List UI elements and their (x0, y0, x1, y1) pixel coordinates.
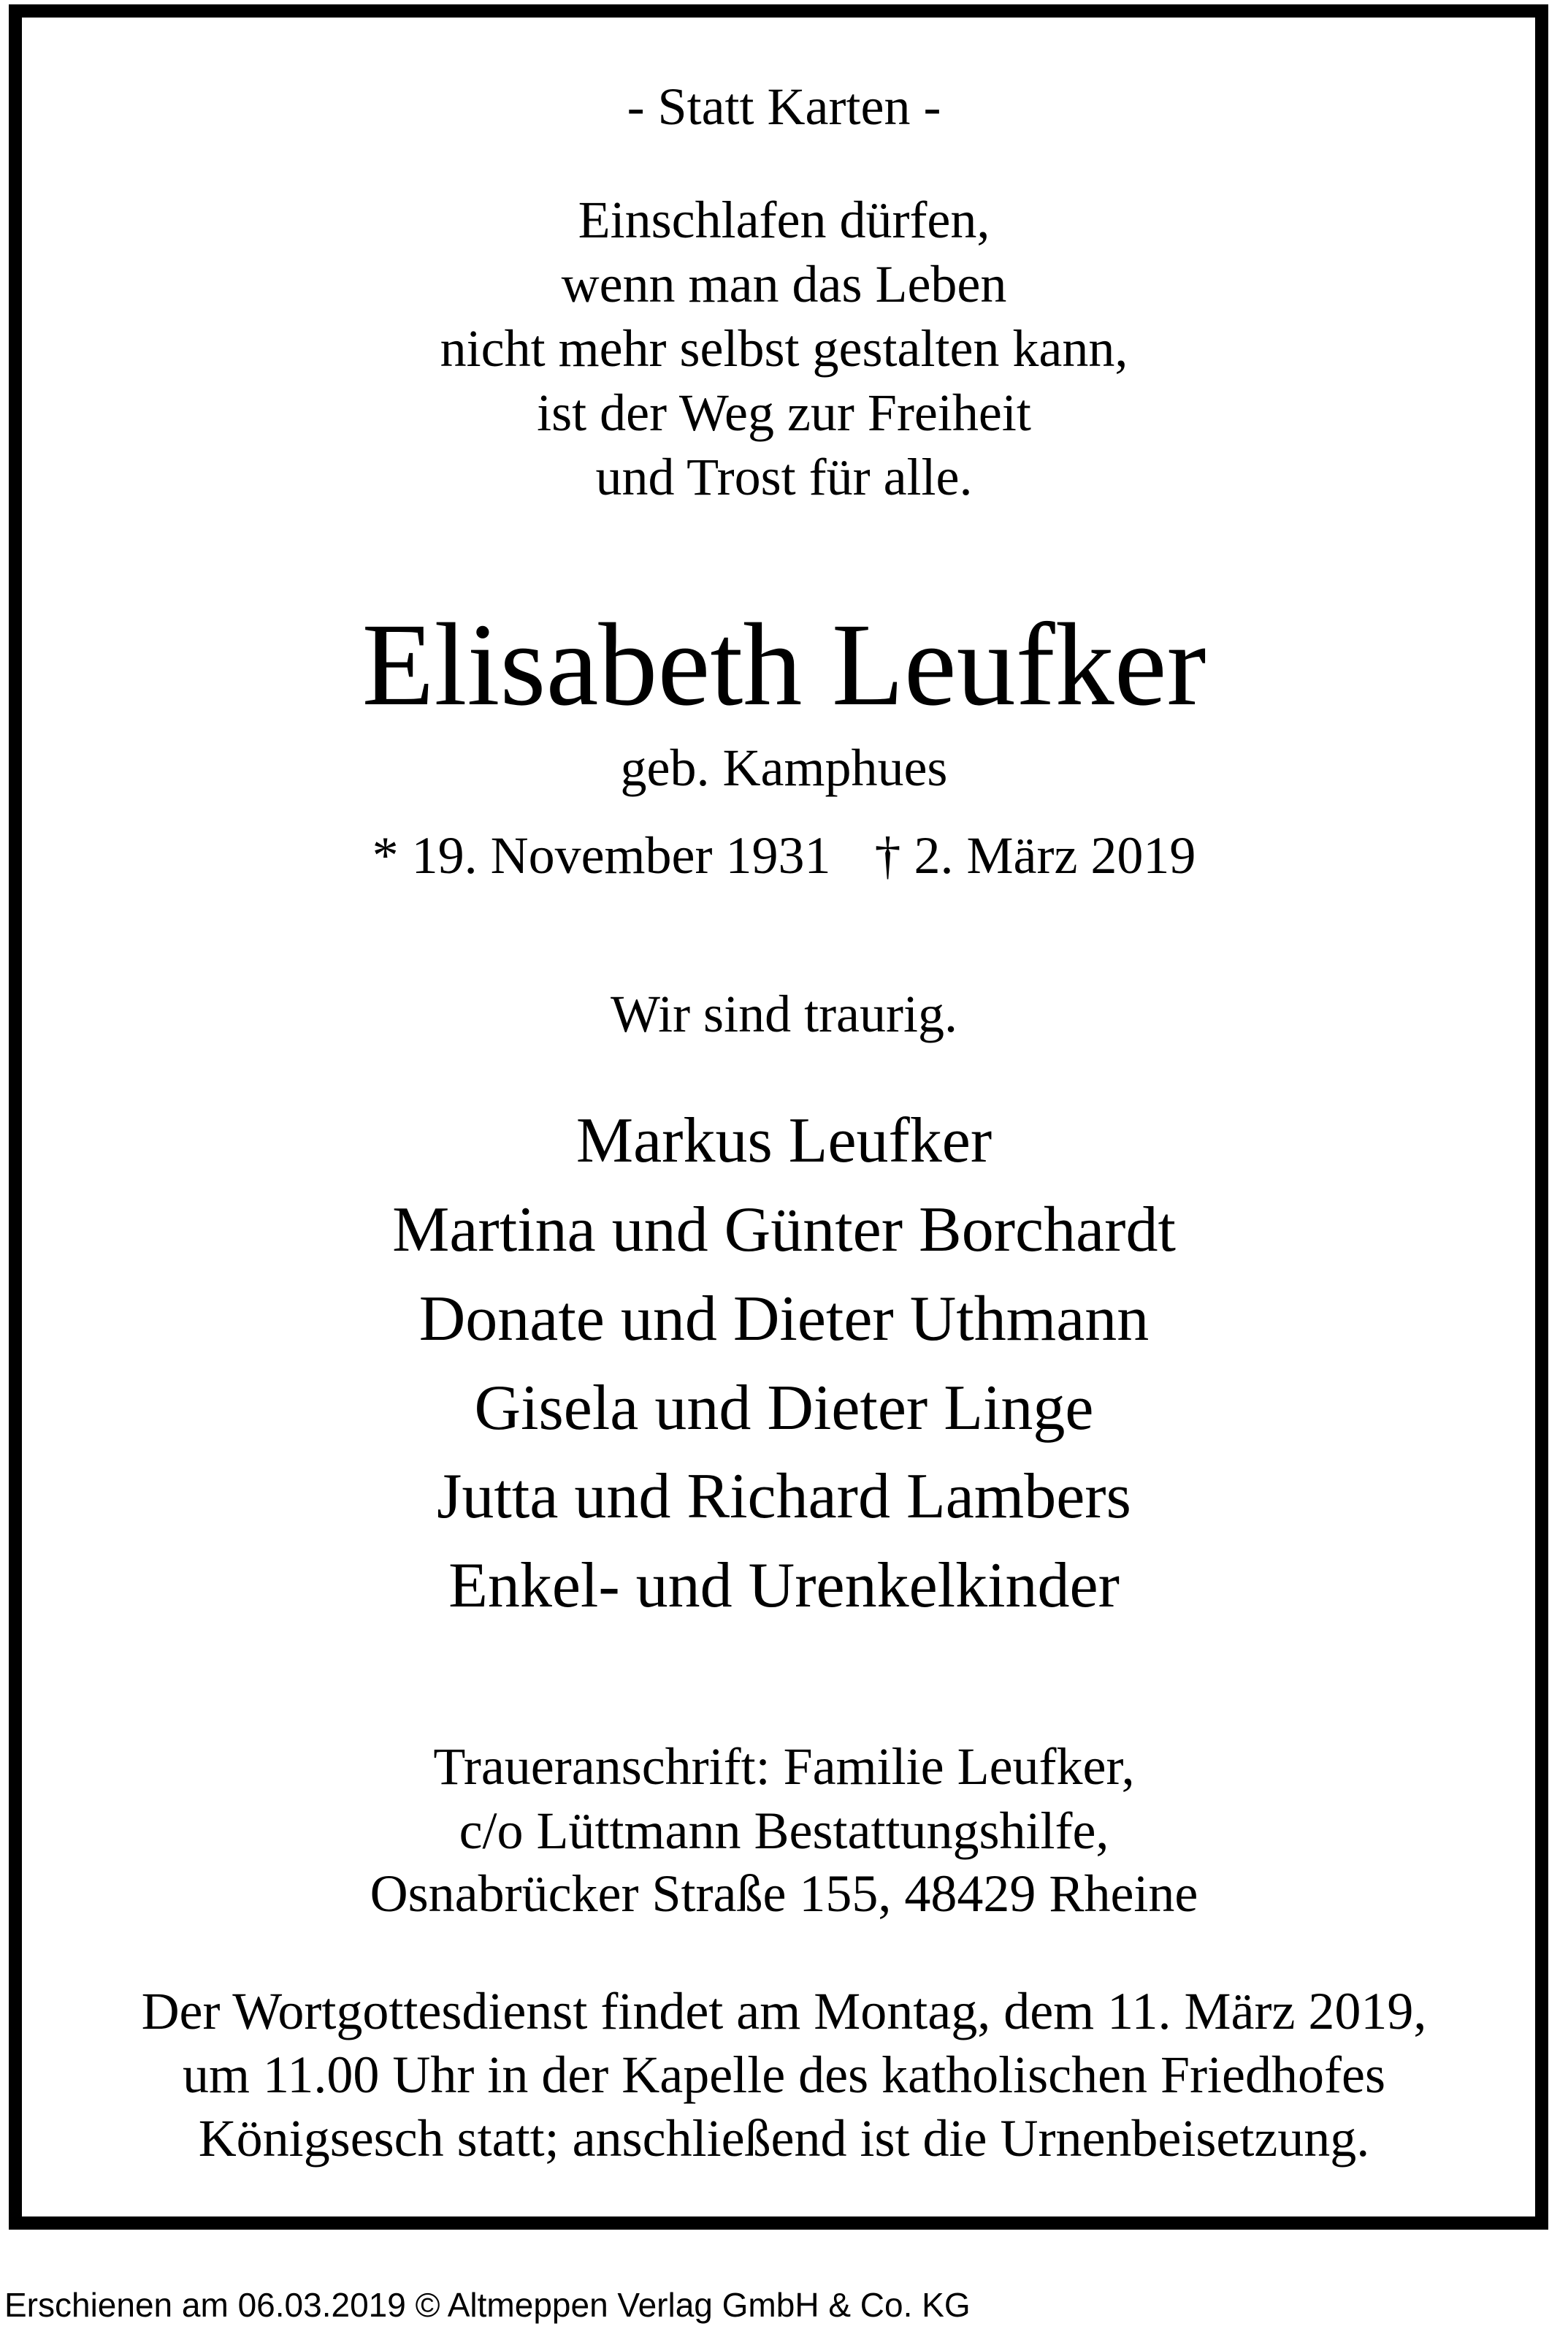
verse-line: nicht mehr selbst gestalten kann, (440, 319, 1128, 378)
death-date: † 2. März 2019 (874, 826, 1196, 885)
mourner: Enkel- und Urenkelkinder (448, 1550, 1120, 1621)
maiden-name: geb. Kamphues (620, 739, 948, 797)
service-line: Königsesch statt; anschließend ist die Urnenbeisetzung. (198, 2109, 1370, 2168)
header-statt-karten: - Statt Karten - (627, 77, 941, 136)
life-dates (0, 826, 1568, 885)
mourner: Jutta und Richard Lambers (437, 1461, 1131, 1532)
verse-line: wenn man das Leben (561, 255, 1007, 313)
address-line: Osnabrücker Straße 155, 48429 Rheine (370, 1864, 1198, 1923)
mourner: Markus Leufker (575, 1105, 993, 1176)
deceased-name: Elisabeth Leufker (362, 600, 1206, 731)
publication-footer: Erschienen am 06.03.2019 © Altmeppen Verlag GmbH & Co. KG (4, 2286, 971, 2324)
sorrow-statement: Wir sind traurig. (611, 985, 957, 1043)
service-line: um 11.00 Uhr in der Kapelle des katholischen Friedhofes (183, 2046, 1385, 2104)
verse-line: ist der Weg zur Freiheit (537, 384, 1031, 442)
mourner: Gisela und Dieter Linge (474, 1373, 1094, 1444)
birth-date: * 19. November 1931 (372, 826, 831, 885)
address-line: c/o Lüttmann Bestattungshilfe, (459, 1802, 1109, 1860)
mourner: Donate und Dieter Uthmann (418, 1284, 1150, 1354)
verse-line: Einschlafen dürfen, (578, 191, 990, 249)
service-line: Der Wortgottesdienst findet am Montag, dem 11. März 2019, (141, 1982, 1427, 2040)
verse-line: und Trost für alle. (595, 448, 973, 506)
address-line: Traueranschrift: Familie Leufker, (433, 1737, 1135, 1796)
mourner: Martina und Günter Borchardt (392, 1194, 1176, 1265)
